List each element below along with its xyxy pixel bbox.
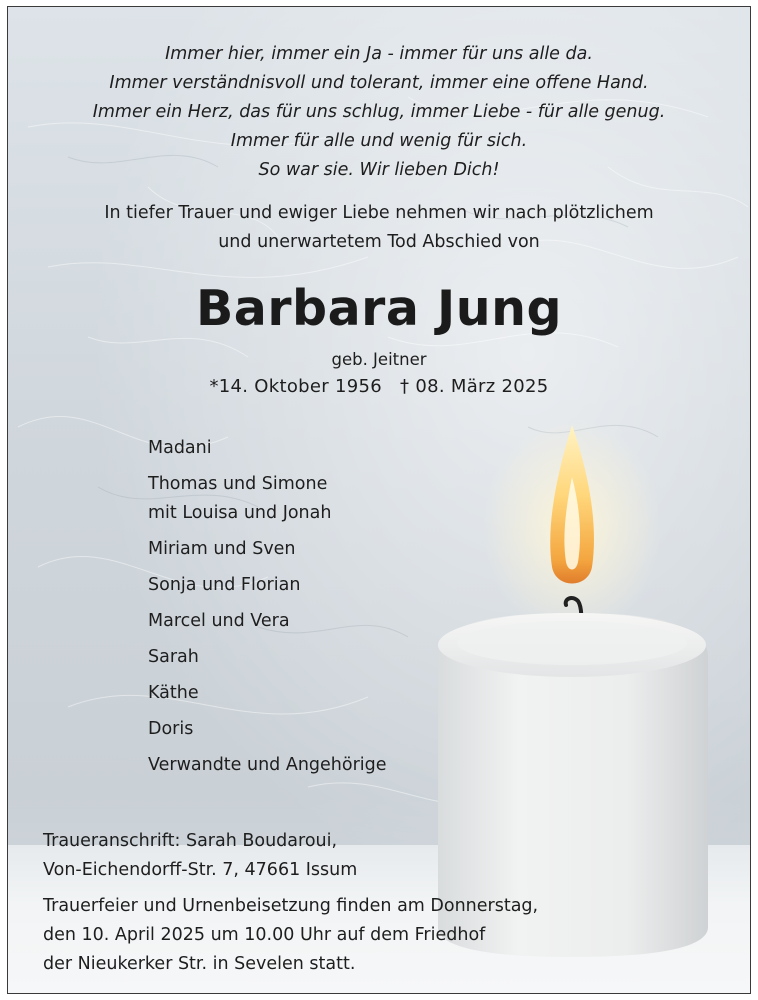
mourner-entry xyxy=(148,679,387,708)
mourners-list xyxy=(148,434,387,787)
birth-date: *14. Oktober 1956 xyxy=(209,376,382,397)
mourner-name: mit Louisa und Jonah xyxy=(148,503,332,523)
poem-line: Immer hier, immer ein Ja - immer für uns alle da. xyxy=(165,44,593,64)
candle-image xyxy=(420,407,740,967)
mourner-entry xyxy=(148,571,387,600)
poem-line: So war sie. Wir lieben Dich! xyxy=(258,160,500,180)
intro-text xyxy=(8,199,750,257)
poem-line: Immer ein Herz, das für uns schlug, immer Liebe - für alle genug. xyxy=(92,102,666,122)
mourner-entry xyxy=(148,751,387,780)
mourner-entry xyxy=(148,434,387,463)
ceremony-info xyxy=(43,892,538,979)
deceased-name: Barbara Jung xyxy=(195,280,563,337)
mourner-name: Miriam und Sven xyxy=(148,539,296,559)
mourner-name: Verwandte und Angehörige xyxy=(148,755,387,775)
mourner-name: Sonja und Florian xyxy=(148,575,301,595)
mourner-entry xyxy=(148,470,387,528)
mourner-entry xyxy=(148,607,387,636)
poem-line: Immer verständnisvoll und tolerant, immer eine offene Hand. xyxy=(109,73,649,93)
mourner-name: Doris xyxy=(148,719,194,739)
ceremony-line: der Nieukerker Str. in Sevelen statt. xyxy=(43,954,356,974)
mourner-entry xyxy=(148,643,387,672)
life-dates xyxy=(8,376,750,397)
death-date: † 08. März 2025 xyxy=(400,376,549,397)
mourner-name: Marcel und Vera xyxy=(148,611,290,631)
intro-line: und unerwartetem Tod Abschied von xyxy=(218,232,540,252)
ceremony-line: Trauerfeier und Urnenbeisetzung finden am Donnerstag, xyxy=(43,896,539,916)
ceremony-line: den 10. April 2025 um 10.00 Uhr auf dem Friedhof xyxy=(43,925,486,945)
mourner-name: Käthe xyxy=(148,683,199,703)
obituary-card xyxy=(7,6,751,994)
poem xyxy=(8,40,750,185)
mourner-entry xyxy=(148,535,387,564)
address-line: Traueranschrift: Sarah Boudaroui, xyxy=(43,831,338,851)
mourner-entry xyxy=(148,715,387,744)
address-line: Von-Eichendorff-Str. 7, 47661 Issum xyxy=(43,860,358,880)
mourner-name: Sarah xyxy=(148,647,199,667)
intro-line: In tiefer Trauer und ewiger Liebe nehmen wir nach plötzlichem xyxy=(104,203,654,223)
birth-name: geb. Jeitner xyxy=(331,350,427,369)
mourner-name: Thomas und Simone xyxy=(148,474,328,494)
poem-line: Immer für alle und wenig für sich. xyxy=(230,131,528,151)
mourning-address xyxy=(43,827,357,885)
mourner-name: Madani xyxy=(148,438,212,458)
